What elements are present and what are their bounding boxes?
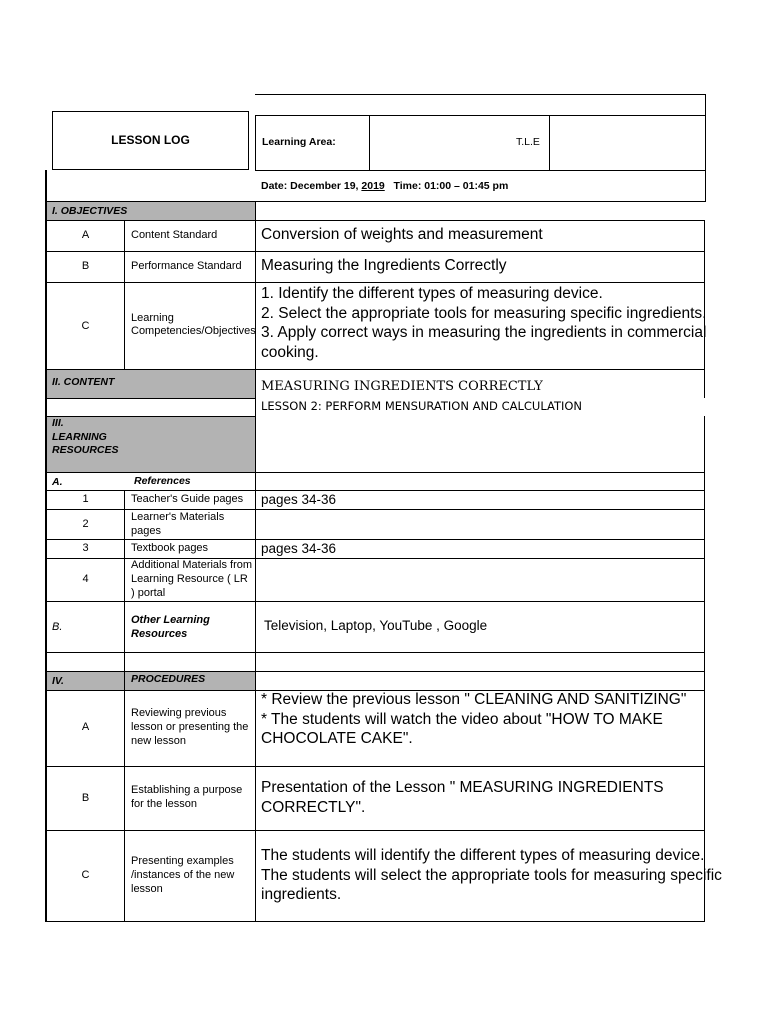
header-top-line [255, 94, 706, 95]
teachers-guide-label: Teacher's Guide pages [131, 493, 244, 505]
header-line [255, 115, 256, 171]
procedure-line: The students will select the appropriate tools for measuring specific [261, 866, 722, 884]
content-title: MEASURING INGREDIENTS CORRECTLY [261, 379, 543, 394]
other-resources-value: Television, Laptop, YouTube , Google [264, 618, 488, 633]
learning-area-value: T.L.E [516, 136, 540, 148]
competencies-label: Learning Competencies/Objectives [131, 312, 256, 337]
textbook-label: Textbook pages [131, 542, 209, 554]
procedures-heading: PROCEDURES [131, 673, 206, 685]
procedure-c-label: Presenting examples /instances of the new lesson [131, 855, 235, 895]
procedure-line: * The students will watch the video about "HOW TO MAKE [261, 710, 663, 728]
table-line [47, 490, 705, 491]
learners-materials-label: Learner's Materials pages [131, 511, 225, 537]
procedure-c-content [261, 846, 722, 905]
resources-a-label: A. [52, 476, 63, 488]
procedure-line: CHOCOLATE CAKE". [261, 730, 413, 747]
competencies-value [261, 284, 706, 362]
procedures-num: IV. [52, 675, 64, 687]
header-line [705, 94, 706, 202]
objective-a-letter: A [81, 229, 90, 241]
objective-b-letter: B [81, 260, 90, 272]
resource-4-num: 4 [82, 573, 89, 585]
competency-line: 1. Identify the different types of measuring device. [261, 285, 603, 302]
procedure-line: ingredients. [261, 886, 342, 903]
table-line [124, 220, 125, 370]
date-prefix: Date: December 19, [261, 180, 362, 192]
objectives-heading: I. OBJECTIVES [52, 205, 128, 217]
table-line [47, 601, 705, 602]
time-text: Time: 01:00 – 01:45 pm [393, 180, 509, 192]
lesson-log-title: LESSON LOG [111, 133, 190, 147]
competency-line: 3. Apply correct ways in measuring the ingredients in commercial [261, 324, 707, 341]
date-time-line [261, 180, 508, 192]
procedure-line: The students will identify the different types of measuring device. [261, 847, 705, 864]
competency-line: 2. Select the appropriate tools for measuring specific ingredients. [261, 304, 707, 322]
content-heading: II. CONTENT [52, 376, 115, 388]
performance-standard-label: Performance Standard [131, 260, 242, 272]
content-label-fill [124, 370, 255, 398]
content-standard-label: Content Standard [131, 229, 218, 241]
content-subtitle: LESSON 2: PERFORM MENSURATION AND CALCULATION [261, 399, 583, 413]
procedure-a-letter: A [81, 721, 90, 733]
textbook-value: pages 34-36 [261, 541, 337, 556]
table-line [47, 369, 705, 370]
resources-b-label: B. [52, 621, 63, 633]
table-line [47, 539, 705, 540]
resources-heading: III. LEARNING RESOURCES [52, 417, 119, 456]
other-resources-label: Other Learning Resources [131, 614, 210, 640]
table-line [47, 830, 705, 831]
header-line [549, 115, 550, 171]
procedure-b-label: Establishing a purpose for the lesson [131, 784, 243, 810]
procedure-a-content [261, 690, 686, 749]
table-line [47, 921, 705, 922]
table-line [47, 201, 706, 202]
table-line [124, 490, 125, 922]
header-line [255, 170, 706, 171]
procedure-line: Presentation of the Lesson " MEASURING INGREDIENTS [261, 779, 664, 796]
table-line [47, 472, 705, 473]
header-line [369, 115, 370, 171]
table-line [47, 220, 705, 221]
table-line [255, 201, 256, 922]
header-line [255, 115, 706, 116]
objective-c-letter: C [81, 320, 90, 332]
date-year: 2019 [361, 180, 385, 192]
resource-1-num: 1 [82, 493, 89, 505]
resource-2-num: 2 [82, 518, 89, 530]
procedure-b-content [261, 778, 664, 817]
table-line [47, 398, 255, 399]
table-line [47, 251, 705, 252]
table-line [47, 509, 705, 510]
performance-standard-value: Measuring the Ingredients Correctly [261, 257, 507, 274]
procedure-a-label: Reviewing previous lesson or presenting the new lesson [131, 707, 249, 747]
resources-label-fill [124, 416, 255, 472]
competency-line: cooking. [261, 343, 319, 361]
references-label: References [134, 475, 191, 487]
procedure-b-letter: B [81, 792, 90, 804]
teachers-guide-value: pages 34-36 [261, 492, 337, 507]
table-line [47, 671, 705, 672]
additional-materials-label: Additional Materials from Learning Resource ( LR ) portal [131, 559, 253, 599]
table-line [47, 766, 705, 767]
procedure-line: CORRECTLY". [261, 798, 366, 816]
procedure-line: * Review the previous lesson " CLEANING AND SANITIZING" [261, 691, 687, 708]
table-line [47, 652, 705, 653]
resource-3-num: 3 [82, 542, 89, 554]
table-line [47, 282, 705, 283]
content-standard-value: Conversion of weights and measurement [261, 226, 543, 243]
procedure-c-letter: C [81, 869, 90, 881]
learning-area-label: Learning Area: [262, 136, 336, 148]
